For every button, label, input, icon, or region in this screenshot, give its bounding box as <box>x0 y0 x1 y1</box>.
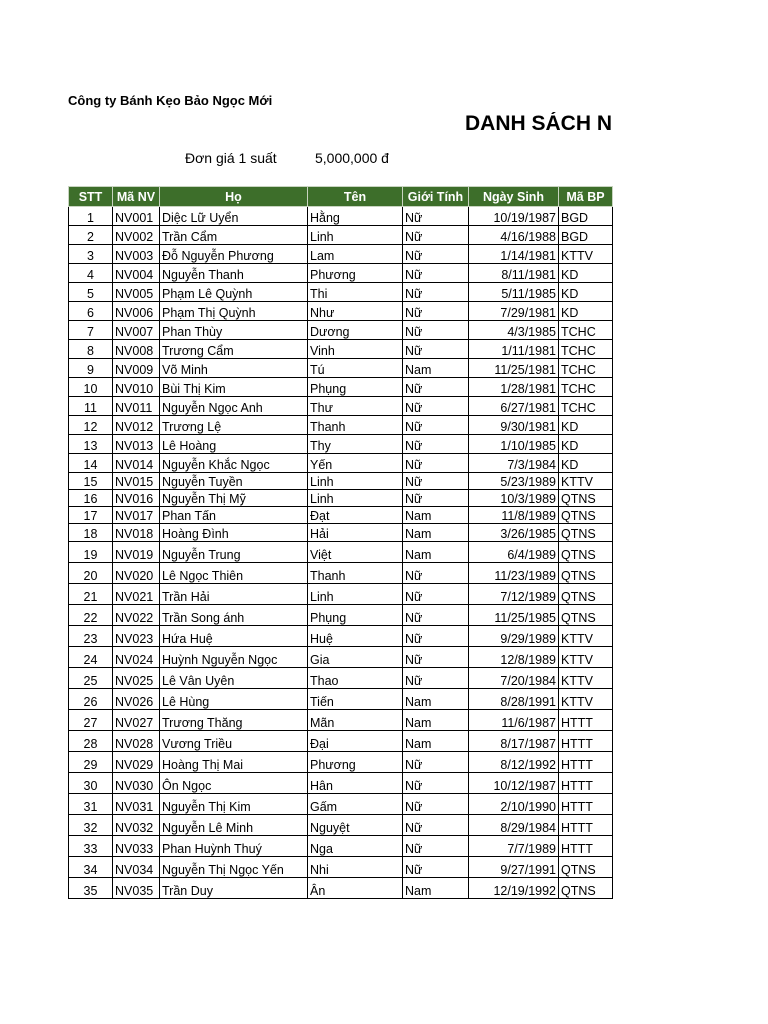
cell-birth-date: 10/19/1987 <box>469 207 559 226</box>
cell-gender: Nữ <box>403 378 469 397</box>
cell-birth-date: 11/25/1981 <box>469 359 559 378</box>
cell-last-name: Nguyễn Thị Kim <box>160 794 308 815</box>
cell-birth-date: 6/4/1989 <box>469 542 559 563</box>
cell-last-name: Trương Thăng <box>160 710 308 731</box>
cell-stt: 17 <box>69 507 113 524</box>
cell-stt: 20 <box>69 563 113 584</box>
cell-gender: Nữ <box>403 836 469 857</box>
cell-birth-date: 11/23/1989 <box>469 563 559 584</box>
cell-gender: Nữ <box>403 473 469 490</box>
cell-gender: Nữ <box>403 647 469 668</box>
cell-department: QTNS <box>559 507 613 524</box>
cell-employee-id: NV033 <box>113 836 160 857</box>
cell-gender: Nữ <box>403 397 469 416</box>
cell-stt: 34 <box>69 857 113 878</box>
cell-department: KD <box>559 416 613 435</box>
cell-employee-id: NV008 <box>113 340 160 359</box>
cell-stt: 10 <box>69 378 113 397</box>
cell-first-name: Hằng <box>308 207 403 226</box>
table-row <box>69 264 613 283</box>
cell-employee-id: NV030 <box>113 773 160 794</box>
cell-birth-date: 7/7/1989 <box>469 836 559 857</box>
cell-last-name: Phạm Lê Quỳnh <box>160 283 308 302</box>
cell-birth-date: 4/16/1988 <box>469 226 559 245</box>
cell-first-name: Tú <box>308 359 403 378</box>
cell-first-name: Yến <box>308 454 403 473</box>
cell-last-name: Phan Huỳnh Thuý <box>160 836 308 857</box>
cell-gender: Nam <box>403 524 469 542</box>
cell-employee-id: NV020 <box>113 563 160 584</box>
cell-last-name: Vương Triều <box>160 731 308 752</box>
cell-first-name: Linh <box>308 490 403 507</box>
cell-stt: 13 <box>69 435 113 454</box>
cell-gender: Nữ <box>403 245 469 264</box>
unit-price-value: 5,000,000 đ <box>315 150 389 166</box>
cell-birth-date: 11/25/1985 <box>469 605 559 626</box>
cell-birth-date: 7/20/1984 <box>469 668 559 689</box>
cell-last-name: Nguyễn Lê Minh <box>160 815 308 836</box>
cell-first-name: Linh <box>308 584 403 605</box>
cell-employee-id: NV010 <box>113 378 160 397</box>
cell-last-name: Diệc Lữ Uyển <box>160 207 308 226</box>
cell-employee-id: NV005 <box>113 283 160 302</box>
cell-employee-id: NV002 <box>113 226 160 245</box>
cell-first-name: Nga <box>308 836 403 857</box>
cell-gender: Nữ <box>403 283 469 302</box>
cell-stt: 16 <box>69 490 113 507</box>
cell-stt: 26 <box>69 689 113 710</box>
cell-gender: Nam <box>403 710 469 731</box>
table-row <box>69 283 613 302</box>
cell-department: BGD <box>559 207 613 226</box>
cell-employee-id: NV035 <box>113 878 160 899</box>
cell-last-name: Lê Vân Uyên <box>160 668 308 689</box>
cell-department: TCHC <box>559 378 613 397</box>
cell-first-name: Mãn <box>308 710 403 731</box>
cell-employee-id: NV028 <box>113 731 160 752</box>
cell-first-name: Phụng <box>308 605 403 626</box>
cell-department: TCHC <box>559 340 613 359</box>
cell-gender: Nữ <box>403 454 469 473</box>
cell-gender: Nam <box>403 878 469 899</box>
cell-department: QTNS <box>559 584 613 605</box>
cell-department: TCHC <box>559 359 613 378</box>
cell-stt: 15 <box>69 473 113 490</box>
cell-birth-date: 1/28/1981 <box>469 378 559 397</box>
table-row <box>69 321 613 340</box>
cell-gender: Nữ <box>403 668 469 689</box>
table-row <box>69 397 613 416</box>
table-row <box>69 626 613 647</box>
table-row <box>69 689 613 710</box>
cell-department: QTNS <box>559 605 613 626</box>
cell-birth-date: 2/10/1990 <box>469 794 559 815</box>
cell-department: KTTV <box>559 245 613 264</box>
cell-gender: Nam <box>403 731 469 752</box>
cell-first-name: Như <box>308 302 403 321</box>
cell-last-name: Phan Tấn <box>160 507 308 524</box>
table-row <box>69 815 613 836</box>
cell-stt: 21 <box>69 584 113 605</box>
cell-birth-date: 8/12/1992 <box>469 752 559 773</box>
cell-last-name: Bùi Thị Kim <box>160 378 308 397</box>
table-row <box>69 473 613 490</box>
cell-stt: 12 <box>69 416 113 435</box>
cell-employee-id: NV017 <box>113 507 160 524</box>
cell-birth-date: 9/27/1991 <box>469 857 559 878</box>
cell-stt: 32 <box>69 815 113 836</box>
cell-birth-date: 3/26/1985 <box>469 524 559 542</box>
cell-first-name: Thi <box>308 283 403 302</box>
table-row <box>69 507 613 524</box>
cell-first-name: Đại <box>308 731 403 752</box>
cell-last-name: Trương Lệ <box>160 416 308 435</box>
cell-birth-date: 9/30/1981 <box>469 416 559 435</box>
cell-birth-date: 11/8/1989 <box>469 507 559 524</box>
cell-employee-id: NV012 <box>113 416 160 435</box>
cell-birth-date: 1/14/1981 <box>469 245 559 264</box>
table-row <box>69 731 613 752</box>
header-first-name: Tên <box>308 187 403 207</box>
cell-first-name: Vinh <box>308 340 403 359</box>
table-row <box>69 524 613 542</box>
cell-employee-id: NV032 <box>113 815 160 836</box>
cell-gender: Nữ <box>403 340 469 359</box>
cell-birth-date: 11/6/1987 <box>469 710 559 731</box>
cell-birth-date: 6/27/1981 <box>469 397 559 416</box>
cell-gender: Nữ <box>403 857 469 878</box>
cell-first-name: Lam <box>308 245 403 264</box>
cell-last-name: Nguyễn Tuyền <box>160 473 308 490</box>
cell-department: HTTT <box>559 710 613 731</box>
cell-stt: 5 <box>69 283 113 302</box>
cell-gender: Nữ <box>403 563 469 584</box>
cell-first-name: Phương <box>308 752 403 773</box>
cell-birth-date: 1/10/1985 <box>469 435 559 454</box>
table-row <box>69 542 613 563</box>
cell-department: KTTV <box>559 689 613 710</box>
cell-first-name: Đạt <box>308 507 403 524</box>
cell-gender: Nữ <box>403 794 469 815</box>
cell-last-name: Lê Hùng <box>160 689 308 710</box>
cell-birth-date: 5/11/1985 <box>469 283 559 302</box>
cell-employee-id: NV023 <box>113 626 160 647</box>
cell-department: KD <box>559 264 613 283</box>
cell-employee-id: NV007 <box>113 321 160 340</box>
cell-employee-id: NV013 <box>113 435 160 454</box>
cell-first-name: Tiến <box>308 689 403 710</box>
cell-first-name: Hải <box>308 524 403 542</box>
cell-first-name: Linh <box>308 226 403 245</box>
cell-stt: 30 <box>69 773 113 794</box>
header-stt: STT <box>69 187 113 207</box>
cell-first-name: Dương <box>308 321 403 340</box>
cell-gender: Nữ <box>403 752 469 773</box>
cell-first-name: Gia <box>308 647 403 668</box>
cell-first-name: Nhi <box>308 857 403 878</box>
cell-employee-id: NV025 <box>113 668 160 689</box>
cell-employee-id: NV015 <box>113 473 160 490</box>
cell-employee-id: NV034 <box>113 857 160 878</box>
cell-first-name: Phương <box>308 264 403 283</box>
cell-first-name: Thao <box>308 668 403 689</box>
cell-birth-date: 8/29/1984 <box>469 815 559 836</box>
cell-last-name: Ôn Ngọc <box>160 773 308 794</box>
cell-last-name: Nguyễn Thị Mỹ <box>160 490 308 507</box>
cell-birth-date: 7/3/1984 <box>469 454 559 473</box>
cell-last-name: Võ Minh <box>160 359 308 378</box>
header-last-name: Họ <box>160 187 308 207</box>
cell-stt: 14 <box>69 454 113 473</box>
cell-last-name: Hứa Huệ <box>160 626 308 647</box>
cell-department: KD <box>559 302 613 321</box>
cell-gender: Nữ <box>403 584 469 605</box>
cell-department: HTTT <box>559 836 613 857</box>
cell-first-name: Thy <box>308 435 403 454</box>
employee-table <box>68 186 613 899</box>
cell-birth-date: 10/3/1989 <box>469 490 559 507</box>
cell-stt: 7 <box>69 321 113 340</box>
header-row <box>69 187 613 207</box>
table-row <box>69 416 613 435</box>
cell-birth-date: 5/23/1989 <box>469 473 559 490</box>
cell-last-name: Nguyễn Trung <box>160 542 308 563</box>
cell-gender: Nữ <box>403 815 469 836</box>
cell-department: QTNS <box>559 563 613 584</box>
cell-department: QTNS <box>559 857 613 878</box>
table-row <box>69 563 613 584</box>
cell-employee-id: NV029 <box>113 752 160 773</box>
cell-birth-date: 7/29/1981 <box>469 302 559 321</box>
cell-last-name: Trần Cẩm <box>160 226 308 245</box>
cell-birth-date: 8/28/1991 <box>469 689 559 710</box>
company-name: Công ty Bánh Kẹo Bảo Ngọc Mới <box>68 93 273 108</box>
cell-employee-id: NV004 <box>113 264 160 283</box>
table-row <box>69 605 613 626</box>
table-row <box>69 207 613 226</box>
cell-gender: Nữ <box>403 302 469 321</box>
cell-employee-id: NV011 <box>113 397 160 416</box>
cell-stt: 31 <box>69 794 113 815</box>
cell-stt: 27 <box>69 710 113 731</box>
cell-first-name: Ân <box>308 878 403 899</box>
cell-gender: Nam <box>403 542 469 563</box>
cell-last-name: Trần Duy <box>160 878 308 899</box>
table-row <box>69 878 613 899</box>
cell-department: BGD <box>559 226 613 245</box>
cell-employee-id: NV021 <box>113 584 160 605</box>
cell-stt: 1 <box>69 207 113 226</box>
cell-department: KTTV <box>559 473 613 490</box>
cell-gender: Nữ <box>403 207 469 226</box>
cell-gender: Nữ <box>403 416 469 435</box>
cell-stt: 6 <box>69 302 113 321</box>
cell-last-name: Nguyễn Thị Ngọc Yến <box>160 857 308 878</box>
cell-stt: 18 <box>69 524 113 542</box>
cell-first-name: Việt <box>308 542 403 563</box>
cell-employee-id: NV003 <box>113 245 160 264</box>
cell-stt: 35 <box>69 878 113 899</box>
table-row <box>69 435 613 454</box>
cell-department: KD <box>559 454 613 473</box>
cell-first-name: Phụng <box>308 378 403 397</box>
cell-department: HTTT <box>559 815 613 836</box>
cell-department: QTNS <box>559 490 613 507</box>
cell-stt: 8 <box>69 340 113 359</box>
cell-stt: 23 <box>69 626 113 647</box>
cell-employee-id: NV026 <box>113 689 160 710</box>
cell-birth-date: 1/11/1981 <box>469 340 559 359</box>
cell-employee-id: NV009 <box>113 359 160 378</box>
cell-last-name: Trần Song ánh <box>160 605 308 626</box>
cell-employee-id: NV022 <box>113 605 160 626</box>
cell-first-name: Thanh <box>308 563 403 584</box>
cell-stt: 19 <box>69 542 113 563</box>
cell-department: KTTV <box>559 668 613 689</box>
cell-department: TCHC <box>559 321 613 340</box>
cell-stt: 3 <box>69 245 113 264</box>
cell-birth-date: 12/19/1992 <box>469 878 559 899</box>
cell-last-name: Hoàng Đình <box>160 524 308 542</box>
list-title: DANH SÁCH N <box>465 112 612 135</box>
cell-employee-id: NV014 <box>113 454 160 473</box>
cell-employee-id: NV031 <box>113 794 160 815</box>
cell-gender: Nữ <box>403 605 469 626</box>
cell-last-name: Nguyễn Khắc Ngọc <box>160 454 308 473</box>
cell-gender: Nữ <box>403 490 469 507</box>
cell-stt: 11 <box>69 397 113 416</box>
cell-department: HTTT <box>559 731 613 752</box>
cell-last-name: Phạm Thị Quỳnh <box>160 302 308 321</box>
table-row <box>69 340 613 359</box>
cell-last-name: Nguyễn Thanh <box>160 264 308 283</box>
cell-gender: Nam <box>403 507 469 524</box>
header-department: Mã BP <box>559 187 613 207</box>
cell-stt: 2 <box>69 226 113 245</box>
cell-employee-id: NV001 <box>113 207 160 226</box>
table-row <box>69 668 613 689</box>
cell-gender: Nữ <box>403 264 469 283</box>
cell-employee-id: NV016 <box>113 490 160 507</box>
header-employee-id: Mã NV <box>113 187 160 207</box>
cell-department: QTNS <box>559 542 613 563</box>
table-row <box>69 226 613 245</box>
cell-last-name: Nguyễn Ngọc Anh <box>160 397 308 416</box>
cell-birth-date: 8/17/1987 <box>469 731 559 752</box>
cell-stt: 25 <box>69 668 113 689</box>
cell-birth-date: 10/12/1987 <box>469 773 559 794</box>
table-row <box>69 490 613 507</box>
header-gender: Giới Tính <box>403 187 469 207</box>
cell-stt: 33 <box>69 836 113 857</box>
table-row <box>69 794 613 815</box>
table-row <box>69 752 613 773</box>
cell-employee-id: NV024 <box>113 647 160 668</box>
cell-employee-id: NV006 <box>113 302 160 321</box>
cell-gender: Nữ <box>403 321 469 340</box>
cell-department: HTTT <box>559 794 613 815</box>
table-row <box>69 378 613 397</box>
cell-gender: Nữ <box>403 773 469 794</box>
table-row <box>69 836 613 857</box>
cell-department: HTTT <box>559 752 613 773</box>
unit-price-label: Đơn giá 1 suất <box>185 150 277 166</box>
cell-department: QTNS <box>559 878 613 899</box>
cell-first-name: Huệ <box>308 626 403 647</box>
cell-birth-date: 7/12/1989 <box>469 584 559 605</box>
cell-birth-date: 4/3/1985 <box>469 321 559 340</box>
cell-last-name: Lê Hoàng <box>160 435 308 454</box>
cell-first-name: Thư <box>308 397 403 416</box>
cell-birth-date: 8/11/1981 <box>469 264 559 283</box>
cell-gender: Nữ <box>403 626 469 647</box>
cell-employee-id: NV019 <box>113 542 160 563</box>
cell-department: KD <box>559 435 613 454</box>
cell-department: TCHC <box>559 397 613 416</box>
cell-first-name: Gấm <box>308 794 403 815</box>
cell-department: HTTT <box>559 773 613 794</box>
cell-last-name: Huỳnh Nguyễn Ngọc <box>160 647 308 668</box>
cell-birth-date: 12/8/1989 <box>469 647 559 668</box>
cell-gender: Nam <box>403 689 469 710</box>
table-row <box>69 773 613 794</box>
cell-department: QTNS <box>559 524 613 542</box>
cell-last-name: Hoàng Thị Mai <box>160 752 308 773</box>
cell-first-name: Nguyệt <box>308 815 403 836</box>
cell-department: KTTV <box>559 647 613 668</box>
cell-gender: Nữ <box>403 226 469 245</box>
cell-gender: Nam <box>403 359 469 378</box>
table-row <box>69 359 613 378</box>
cell-last-name: Đỗ Nguyễn Phương <box>160 245 308 264</box>
cell-stt: 24 <box>69 647 113 668</box>
cell-last-name: Trương Cẩm <box>160 340 308 359</box>
table-row <box>69 647 613 668</box>
cell-stt: 9 <box>69 359 113 378</box>
table-row <box>69 245 613 264</box>
cell-department: KTTV <box>559 626 613 647</box>
cell-first-name: Linh <box>308 473 403 490</box>
cell-stt: 4 <box>69 264 113 283</box>
cell-first-name: Thanh <box>308 416 403 435</box>
cell-last-name: Lê Ngọc Thiên <box>160 563 308 584</box>
cell-last-name: Phan Thùy <box>160 321 308 340</box>
table-row <box>69 454 613 473</box>
table-row <box>69 302 613 321</box>
cell-employee-id: NV018 <box>113 524 160 542</box>
cell-stt: 29 <box>69 752 113 773</box>
cell-birth-date: 9/29/1989 <box>469 626 559 647</box>
cell-stt: 28 <box>69 731 113 752</box>
cell-department: KD <box>559 283 613 302</box>
table-row <box>69 584 613 605</box>
cell-first-name: Hân <box>308 773 403 794</box>
cell-employee-id: NV027 <box>113 710 160 731</box>
table-row <box>69 857 613 878</box>
header-birth-date: Ngày Sinh <box>469 187 559 207</box>
cell-last-name: Trần Hải <box>160 584 308 605</box>
cell-gender: Nữ <box>403 435 469 454</box>
table-row <box>69 710 613 731</box>
cell-stt: 22 <box>69 605 113 626</box>
